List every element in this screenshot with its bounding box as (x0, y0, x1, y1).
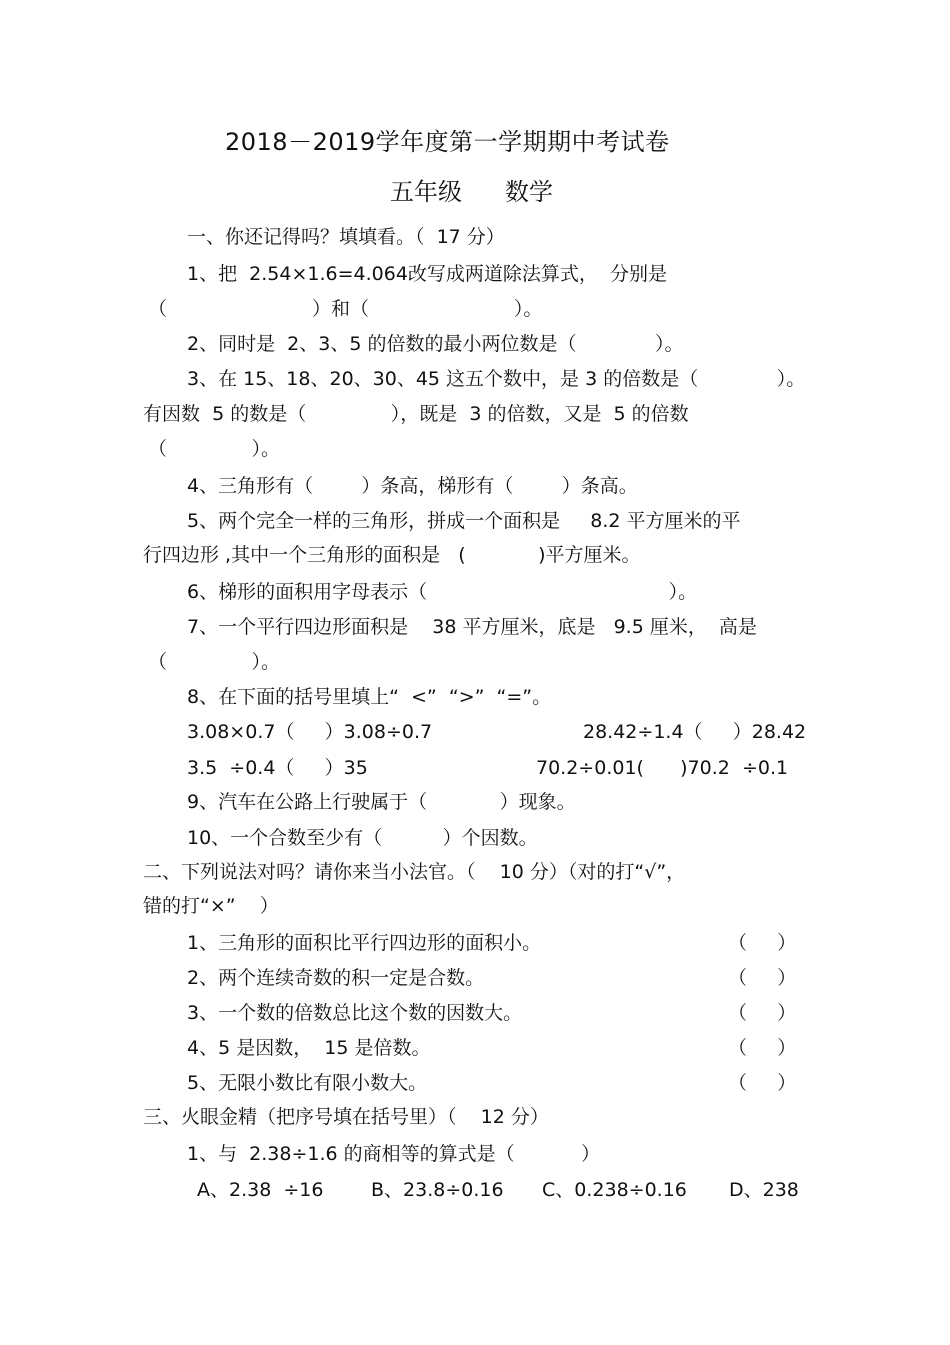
q8-row2-right: 70.2÷0.01( )70.2 ÷0.1 (536, 757, 789, 779)
q3-line1: 3、在 15、18、20、30、45 这五个数中，是 3 的倍数是（ ）。 (187, 368, 806, 390)
judge-bracket-3: （ ） (728, 1002, 797, 1024)
mc-option-d: D、238 (729, 1179, 799, 1201)
q8: 8、在下面的括号里填上“ <” “>” “=”。 (187, 686, 552, 708)
judge-item-5: 5、无限小数比有限小数大。 (187, 1072, 428, 1094)
judge-bracket-5: （ ） (728, 1072, 797, 1094)
q5-line2: 行四边形 ,其中一个三角形的面积是 ( )平方厘米。 (143, 544, 641, 566)
judge-item-2: 2、两个连续奇数的积一定是合数。 (187, 967, 485, 989)
judge-bracket-2: （ ） (728, 967, 797, 989)
mc-option-c: C、0.238÷0.16 (542, 1179, 687, 1201)
q6: 6、梯形的面积用字母表示（ ）。 (187, 581, 698, 603)
q3-line2: 有因数 5 的数是（ ），既是 3 的倍数，又是 5 的倍数 (143, 403, 689, 425)
judge-item-1: 1、三角形的面积比平行四边形的面积小。 (187, 932, 542, 954)
q1-line1: 1、把 2.54×1.6=4.064改写成两道除法算式， 分别是 (187, 263, 668, 285)
q10: 10、一个合数至少有（ ）个因数。 (187, 827, 538, 849)
judge-item-4: 4、5 是因数， 15 是倍数。 (187, 1037, 431, 1059)
grade-label: 五年级 (390, 178, 462, 206)
section3-heading: 三、火眼金精（把序号填在括号里）（ 12 分） (143, 1106, 549, 1128)
exam-title: 2018－2019学年度第一学期期中考试卷 (225, 128, 670, 156)
q4: 4、三角形有（ ）条高，梯形有（ ）条高。 (187, 475, 638, 497)
q9: 9、汽车在公路上行驶属于（ ）现象。 (187, 791, 576, 813)
mc-q1: 1、与 2.38÷1.6 的商相等的算式是（ ） (187, 1143, 601, 1165)
q5-line1: 5、两个完全一样的三角形，拼成一个面积是 8.2 平方厘米的平 (187, 510, 741, 532)
q8-row1-left: 3.08×0.7（ ）3.08÷0.7 (187, 721, 433, 743)
subject-label: 数学 (505, 178, 553, 206)
q3-line3: （ ）。 (148, 438, 281, 460)
judge-bracket-4: （ ） (728, 1037, 797, 1059)
q7-line2: （ ）。 (148, 651, 281, 673)
q8-row1-right: 28.42÷1.4（ ）28.42 (583, 721, 807, 743)
q7-line1: 7、一个平行四边形面积是 38 平方厘米，底是 9.5 厘米， 高是 (187, 616, 757, 638)
section2-heading-line2: 错的打“×” ） (143, 895, 279, 917)
mc-option-b: B、23.8÷0.16 (371, 1179, 504, 1201)
q8-row2-left: 3.5 ÷0.4（ ）35 (187, 757, 368, 779)
section2-heading-line1: 二、下列说法对吗？请你来当小法官。（ 10 分）（对的打“√”， (143, 861, 686, 883)
q2: 2、同时是 2、3、5 的倍数的最小两位数是（ ）。 (187, 333, 684, 355)
judge-item-3: 3、一个数的倍数总比这个数的因数大。 (187, 1002, 523, 1024)
mc-option-a: A、2.38 ÷16 (197, 1179, 324, 1201)
judge-bracket-1: （ ） (728, 932, 797, 954)
q1-line2: （ ）和（ ）。 (148, 298, 543, 320)
section1-heading: 一、你还记得吗？填填看。（ 17 分） (187, 226, 505, 248)
